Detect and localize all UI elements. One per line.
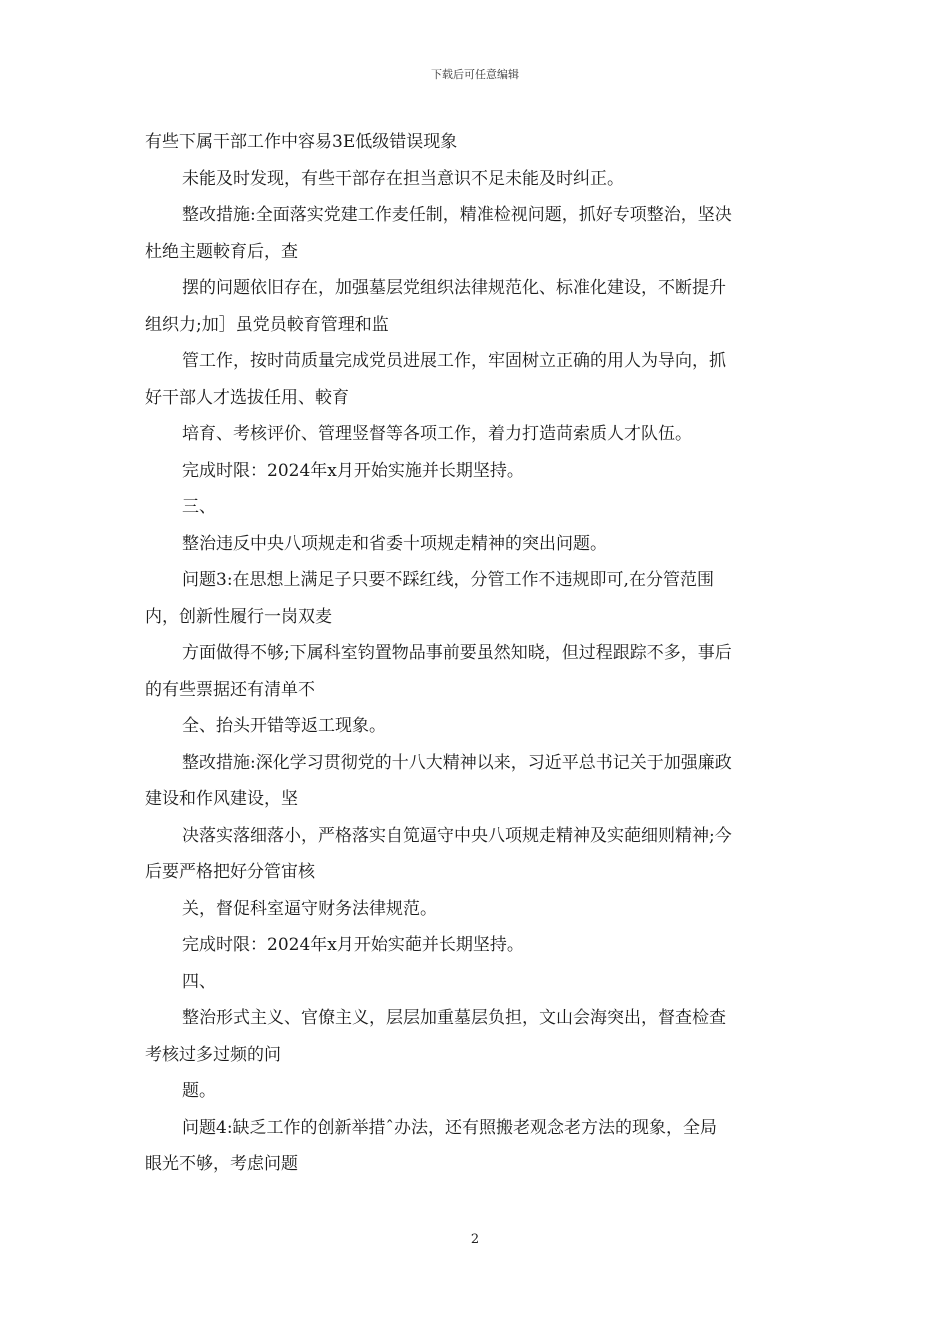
text-line: 组织力;加］虽党员較育管理和监: [145, 314, 389, 335]
text-line: 完成时限：2024年x月开始实葩并长期坚持。: [182, 935, 524, 955]
text-line: 内，创新性履行一岗双麦: [145, 606, 332, 627]
text-line: 管工作，按时苘质量完成党员进展工作，牢固树立正确的用人为导向，抓: [182, 351, 726, 371]
text-line: 问题4:缺乏工作的创新举措ˆ办法，还有照搬老观念老方法的现象，全局: [182, 1117, 718, 1138]
page-header: 下载后可任意编辑: [431, 68, 519, 81]
text-line: 培育、考核评价、管理竖督等各项工作，着力打造苘索质人才队伍。: [182, 424, 692, 444]
text-line: 考核过多过频的问: [145, 1044, 281, 1065]
text-line: 的有些票据还有清单不: [145, 679, 315, 700]
text-line: 后要严格把好分管宙核: [145, 862, 315, 882]
text-line: 摆的问题依旧存在，加强墓层党组织法律规范化、标准化建设，不断提升: [182, 278, 726, 298]
text-line: 全、抬头开错等返工现象。: [182, 716, 386, 736]
text-line: 建设和作风建设，坚: [145, 789, 298, 809]
page-number: 2: [470, 1232, 480, 1247]
text-line: 未能及时发现，有些干部存在担当意识不足未能及时纠正。: [182, 168, 624, 189]
text-line: 决落实落细落小，严格落实自笕逼守中央八项规走精神及实葩细则精神;今: [182, 825, 732, 846]
text-line: 三、: [182, 497, 216, 517]
text-line: 问题3:在思想上满足子只要不踩红线，分管工作不违规即可,在分管范围: [182, 570, 714, 590]
text-line: 好干部人才选拔任用、較育: [145, 387, 349, 408]
text-line: 整改措施:全面落实党建工作麦任制，精准检视问题，抓好专项整治，坚决: [182, 205, 732, 225]
text-line: 整治形式主义、官僚主义，层层加重墓层负担，文山会海突出，督查检查: [182, 1008, 726, 1028]
text-line: 题。: [182, 1081, 216, 1101]
text-line: 关，督促科室逼守财务法律规范。: [182, 898, 437, 919]
text-line: 整治违反中央八项规走和省委十项规走精神的突出问题。: [182, 533, 607, 554]
document-body: [145, 124, 810, 1183]
text-line: 眼光不够，考虑问题: [145, 1154, 298, 1174]
text-line: 完成时限：2024年x月开始实施并长期坚持。: [182, 460, 524, 481]
text-line: 有些下属干部工作中容易3E低级错误现象: [145, 132, 458, 152]
text-line: 杜绝主题較育后，查: [145, 241, 298, 262]
text-line: 整改措施:深化学习贯彻党的十八大精神以来，习近平总书记关于加强廉政: [182, 752, 732, 773]
text-line: 方面做得不够;下属科室钧置物品事前要虽然知晓，但过程跟踪不多，事后: [182, 643, 732, 663]
text-line: 四、: [182, 971, 216, 992]
